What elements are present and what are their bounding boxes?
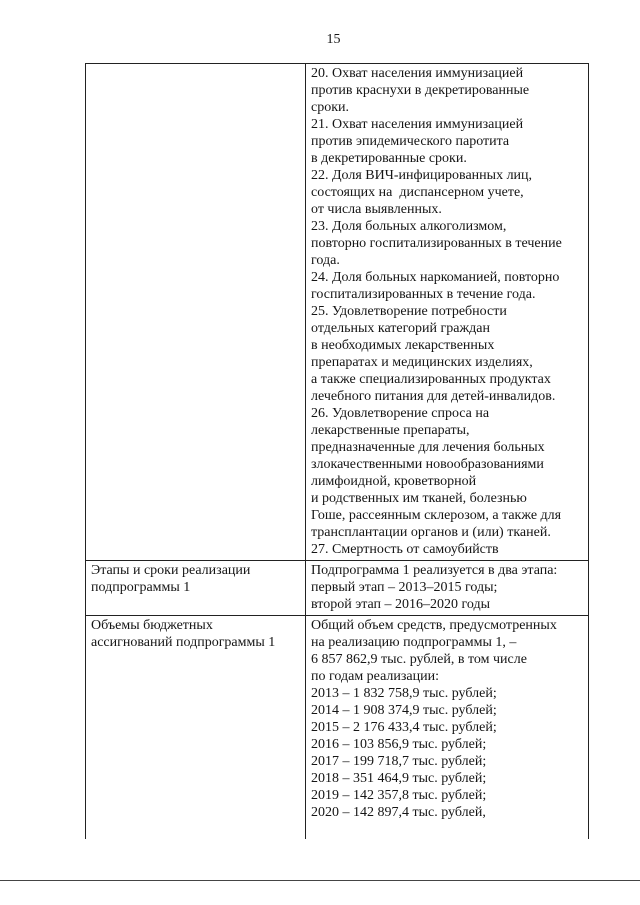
text-line: предназначенные для лечения больных [311,440,545,455]
text-line: года. [311,253,340,268]
text-line: по годам реализации: [311,669,439,684]
text-line: второй этап – 2016–2020 годы [311,597,491,612]
row-content-cell [306,616,589,840]
text-line: 2019 – 142 357,8 тыс. рублей; [311,788,487,803]
text-line: злокачественными новообразованиями [311,457,544,472]
text-line: 26. Удовлетворение спроса на [311,406,490,421]
row-label-cell [86,64,306,561]
text-line: 2020 – 142 897,4 тыс. рублей, [311,805,486,820]
text-line: отдельных категорий граждан [311,321,490,336]
text-line: 2013 – 1 832 758,9 тыс. рублей; [311,686,497,701]
text-line: ассигнований подпрограммы 1 [91,635,276,650]
row-content-cell [306,561,589,616]
text-line: 2018 – 351 464,9 тыс. рублей; [311,771,487,786]
page-bottom-rule [0,880,640,881]
text-line: 2014 – 1 908 374,9 тыс. рублей; [311,703,497,718]
text-line: 22. Доля ВИЧ-инфицированных лиц, [311,168,533,183]
text-line: на реализацию подпрограммы 1, – [311,635,517,650]
text-line: 25. Удовлетворение потребности [311,304,507,319]
text-line: 23. Доля больных алкоголизмом, [311,219,507,234]
text-line: 6 857 862,9 тыс. рублей, в том числе [311,652,527,667]
row-content-cell [306,64,589,561]
text-line: против краснухи в декретированные [311,83,530,98]
text-line: в декретированные сроки. [311,151,467,166]
text-line: Подпрограмма 1 реализуется в два этапа: [311,563,558,578]
table-row [86,616,589,840]
text-line: Гоше, рассеянным склерозом, а также для [311,508,562,523]
text-line: подпрограммы 1 [91,580,191,595]
text-line: 24. Доля больных наркоманией, повторно [311,270,560,285]
row-label-cell [86,616,306,840]
table-row [86,64,589,561]
text-line: 2017 – 199 718,7 тыс. рублей; [311,754,487,769]
text-line: Общий объем средств, предусмотренных [311,618,557,633]
row-label-cell [86,561,306,616]
text-line: 20. Охват населения иммунизацией [311,66,524,81]
table-row [86,561,589,616]
page-number: 15 [326,32,341,47]
text-line: против эпидемического паротита [311,134,510,149]
text-line: госпитализированных в течение года. [311,287,536,302]
text-line: а также специализированных продуктах [311,372,551,387]
program-table [85,63,589,839]
text-line: повторно госпитализированных в течение [311,236,562,251]
text-line: 2015 – 2 176 433,4 тыс. рублей; [311,720,497,735]
text-line: препаратах и медицинских изделиях, [311,355,533,370]
text-line: в необходимых лекарственных [311,338,495,353]
text-line: состоящих на диспансерном учете, [311,185,524,200]
text-line: сроки. [311,100,350,115]
text-line: лекарственные препараты, [311,423,470,438]
text-line: 27. Смертность от самоубийств [311,542,499,557]
text-line: лечебного питания для детей-инвалидов. [311,389,556,404]
text-line: Этапы и сроки реализации [91,563,251,578]
text-line: 2016 – 103 856,9 тыс. рублей; [311,737,487,752]
text-line: лимфоидной, кроветворной [311,474,477,489]
text-line: Объемы бюджетных [91,618,213,633]
text-line: первый этап – 2013–2015 годы; [311,580,498,595]
text-line: 21. Охват населения иммунизацией [311,117,524,132]
text-line: от числа выявленных. [311,202,442,217]
text-line: трансплантации органов и (или) тканей. [311,525,551,540]
text-line: и родственных им тканей, болезнью [311,491,527,506]
